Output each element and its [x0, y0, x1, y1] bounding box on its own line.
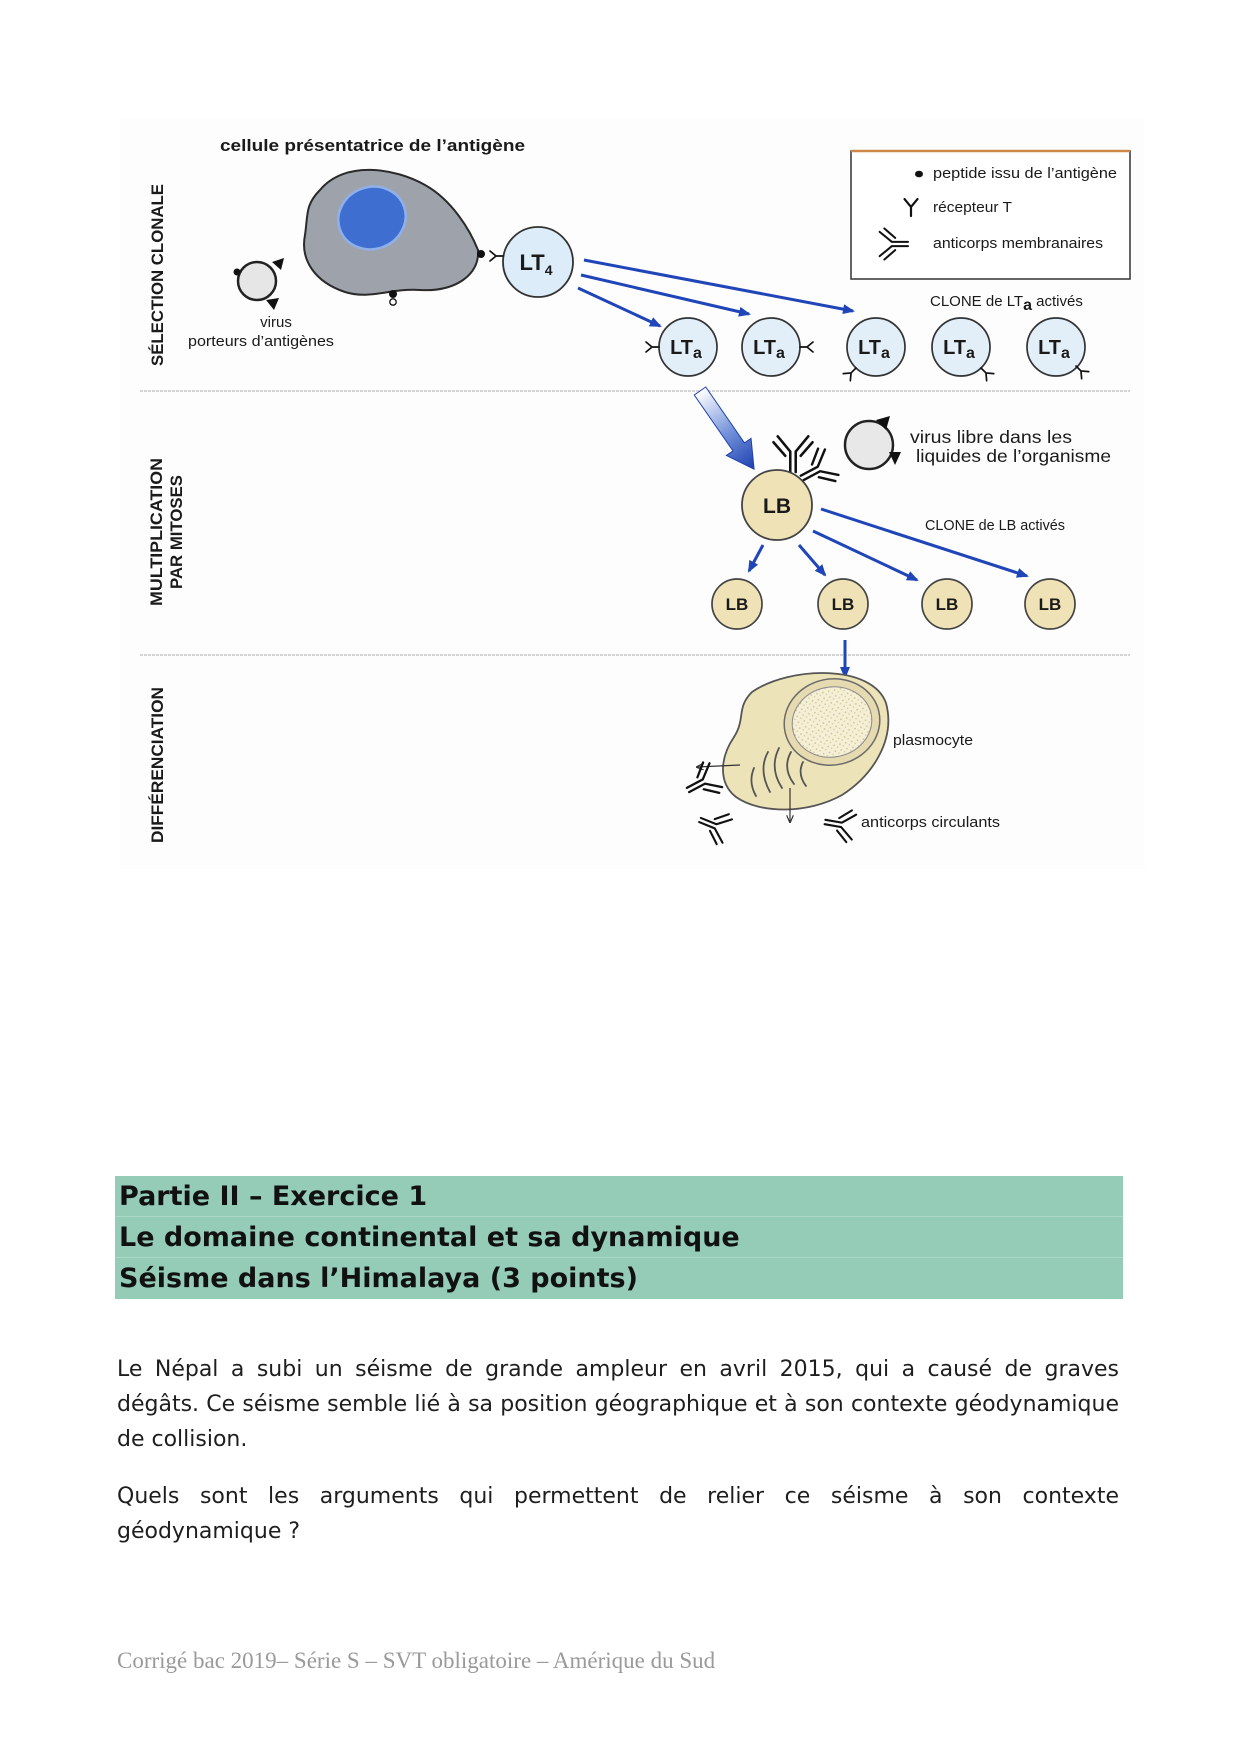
- lb-clone-cell: [818, 579, 868, 629]
- legend-receptor-label: récepteur T: [933, 199, 1012, 216]
- stage-label-differentiation: DIFFÉRENCIATION: [148, 689, 167, 843]
- lta-clone-label-sub: a: [1023, 297, 1032, 314]
- apc-mhc: [390, 299, 396, 305]
- exercise-header: [115, 1176, 1123, 1299]
- lta-label-sub: a: [881, 345, 890, 362]
- stage-label-mitoses: PAR MITOSES: [167, 473, 186, 589]
- free-virus-label: liquides de l’organisme: [916, 446, 1111, 466]
- plasmocyte-label: plasmocyte: [893, 732, 973, 749]
- lta-label-sub: a: [693, 345, 702, 362]
- lb-clone-cell: [1025, 579, 1075, 629]
- lb-clone-cell: [922, 579, 972, 629]
- virus-label: virus: [260, 314, 292, 331]
- exercise-body: [117, 1352, 1119, 1549]
- virus-body: [238, 262, 276, 300]
- legend-antibody-label: anticorps membranaires: [933, 235, 1103, 252]
- apc-peptide: [477, 250, 485, 258]
- lb-clone-label-text: LB: [935, 595, 959, 614]
- lta-label-main: LT: [943, 337, 967, 359]
- context-paragraph: Le Népal a subi un séisme de grande ampleur en avril 2015, qui a causé de graves dégâts. Ce séisme semble lié à sa position géographique et à son contexte géodynamique de collision.: [117, 1357, 1119, 1452]
- lta-label-sub: a: [1061, 345, 1070, 362]
- question-paragraph: Quels sont les arguments qui permettent de relier ce séisme à son contexte géodynamique ?: [117, 1484, 1119, 1544]
- stage-label-multiplication: MULTIPLICATION: [147, 464, 166, 606]
- lta-label-main: LT: [858, 337, 882, 359]
- stage-label-selection: SÉLECTION CLONALE: [148, 181, 167, 366]
- lt4-label-main: LT: [519, 250, 545, 275]
- circulating-antibodies-label: anticorps circulants: [861, 814, 1000, 831]
- legend-peptide-label: peptide issu de l’antigène: [933, 165, 1117, 182]
- lb-label: LB: [763, 495, 791, 518]
- lta-label-main: LT: [753, 337, 777, 359]
- lb-clone-label: CLONE de LB activés: [925, 517, 1065, 534]
- apc-label: cellule présentatrice de l’antigène: [220, 136, 525, 155]
- lta-label-main: LT: [670, 337, 694, 359]
- apc-peptide: [389, 290, 397, 298]
- lb-clone-cell: [712, 579, 762, 629]
- lb-clone-label-text: LB: [725, 595, 749, 614]
- virus-label: porteurs d’antigènes: [188, 333, 334, 350]
- lt4-label-sub: 4: [544, 262, 553, 278]
- lta-label-main: LT: [1038, 337, 1062, 359]
- exercise-subject-title: Séisme dans l’Himalaya (3 points): [119, 1263, 638, 1294]
- free-virus-label: virus libre dans les: [910, 427, 1073, 447]
- legend: [851, 151, 1130, 279]
- virus-peptide: [234, 269, 241, 276]
- exercise-part-title: Partie II – Exercice 1: [115, 1176, 1123, 1217]
- lta-clone-label-suffix: activés: [1032, 293, 1083, 310]
- page-footer: Corrigé bac 2019– Série S – SVT obligatoire – Amérique du Sud: [117, 1648, 716, 1673]
- lta-label-sub: a: [966, 345, 975, 362]
- lb-clone-label-text: LB: [831, 595, 855, 614]
- lta-label-sub: a: [776, 345, 785, 362]
- lta-clone-label-prefix: CLONE de LT: [930, 293, 1024, 310]
- lb-clone-label-text: LB: [1038, 595, 1062, 614]
- exercise-theme-title: Le domaine continental et sa dynamique: [115, 1217, 1123, 1258]
- peptide-icon: [915, 171, 923, 178]
